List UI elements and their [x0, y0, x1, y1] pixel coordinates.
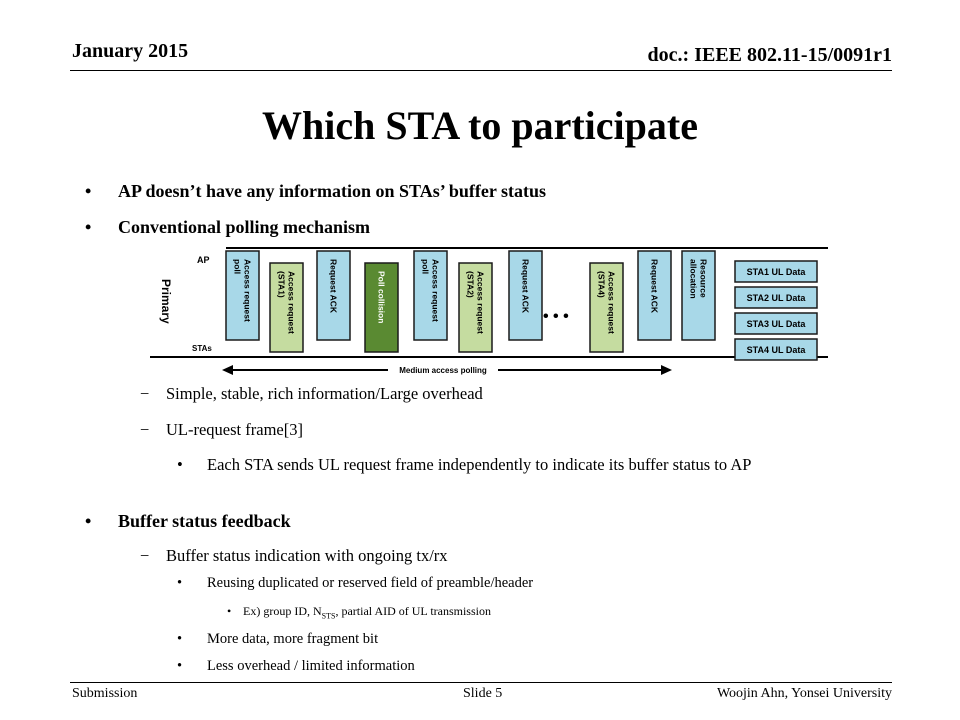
- bullet-text: AP doesn’t have any information on STAs’ buffer status: [118, 181, 547, 201]
- footer-submission: Submission: [72, 686, 138, 701]
- polling-diagram: [150, 245, 828, 380]
- bullet-dot: •: [85, 181, 92, 201]
- frame-box: [270, 263, 303, 352]
- frame-box: [459, 263, 492, 352]
- arrow-right-icon: [661, 365, 672, 375]
- ul-data-box: [735, 287, 817, 308]
- bullet-text: Simple, stable, rich information/Large overhead: [166, 384, 483, 403]
- frame-label: Request ACK: [649, 259, 660, 313]
- primary-label: Primary: [159, 279, 173, 324]
- subsubbullet-reusing: [177, 575, 534, 592]
- ul-data-box: [735, 261, 817, 282]
- slide-title: Which STA to participate: [262, 103, 698, 148]
- bullet-dot: •: [85, 511, 92, 531]
- bullet-example: [227, 604, 491, 621]
- frame-label: Access request(STA1): [276, 271, 297, 334]
- bullet-text: More data, more fragment bit: [207, 631, 379, 647]
- bullet-text: UL-request frame[3]: [166, 420, 303, 439]
- dash-marker: −: [140, 384, 150, 403]
- bullet-text: Buffer status indication with ongoing tx/rx: [166, 546, 448, 565]
- frame-label: Access request(STA2): [465, 271, 486, 334]
- bullet-text: Buffer status feedback: [118, 511, 291, 531]
- frame-label: Access requestpoll: [232, 259, 253, 322]
- bullet-buffer-feedback: [85, 511, 291, 532]
- subbullet-ulreq: [140, 420, 303, 440]
- stas-label: STAs: [192, 344, 212, 353]
- ul-data-label: STA2 UL Data: [746, 293, 806, 303]
- frame-label: Request ACK: [520, 259, 531, 313]
- bullet-dot: •: [177, 575, 183, 591]
- bullet-text: Less overhead / limited information: [207, 658, 415, 674]
- bullet-ap-info: [85, 181, 547, 202]
- bullet-polling: [85, 217, 371, 238]
- header-doc-id: doc.: IEEE 802.11-15/0091r1: [647, 44, 892, 66]
- header-rule: [70, 70, 892, 71]
- subsubbullet-less-overhead: [177, 658, 415, 675]
- medium-access-label: Medium access polling: [399, 366, 487, 375]
- frame-label: Access request(STA4): [596, 271, 617, 334]
- ul-data-label: STA4 UL Data: [746, 345, 806, 355]
- ul-data-label: STA3 UL Data: [746, 319, 806, 329]
- dash-marker: −: [140, 420, 150, 439]
- subsubbullet-each-sta: [177, 453, 877, 477]
- ellipsis-dots: • • •: [543, 308, 569, 325]
- subsubbullet-more-data: [177, 631, 379, 648]
- bullet-dot: •: [85, 217, 92, 237]
- subbullet-simple: [140, 384, 483, 404]
- frame-box: [638, 251, 671, 340]
- bullet-text: Conventional polling mechanism: [118, 217, 371, 237]
- frame-box: [317, 251, 350, 340]
- ul-data-box: [735, 313, 817, 334]
- frame-box: [365, 263, 398, 352]
- ul-data-label: STA1 UL Data: [746, 267, 806, 277]
- bullet-dot: •: [177, 631, 183, 647]
- header-date: January 2015: [72, 40, 189, 62]
- bullet-dot: •: [177, 658, 183, 674]
- footer-author: Woojin Ahn, Yonsei University: [716, 686, 892, 701]
- bullet-dot: •: [177, 455, 183, 474]
- frame-box: [414, 251, 447, 340]
- example-suffix: , partial AID of UL transmission: [335, 604, 491, 618]
- frame-box: [226, 251, 259, 340]
- footer-rule: [70, 682, 892, 683]
- arrow-left-icon: [222, 365, 233, 375]
- ul-data-box: [735, 339, 817, 360]
- frame-box: [590, 263, 623, 352]
- frame-label: Request ACK: [328, 259, 339, 313]
- frame-group: [226, 251, 715, 352]
- dash-marker: −: [140, 546, 150, 565]
- subbullet-indication: [140, 546, 448, 566]
- example-subscript: STS: [321, 611, 336, 621]
- ul-data-group: [735, 261, 817, 360]
- frame-label: Resourceallocation: [688, 259, 709, 299]
- frame-box: [509, 251, 542, 340]
- example-prefix: Ex) group ID, N: [243, 604, 322, 618]
- frame-box: [682, 251, 715, 340]
- bullet-text: Reusing duplicated or reserved field of preamble/header: [207, 575, 534, 591]
- ap-label: AP: [197, 255, 210, 265]
- frame-label: Poll collision: [376, 271, 387, 324]
- footer-slide-number: Slide 5: [463, 686, 503, 701]
- frame-label: Access requestpoll: [420, 259, 441, 322]
- bullet-dot: •: [227, 604, 232, 618]
- bullet-text: Each STA sends UL request frame independently to indicate its buffer status to AP: [207, 455, 752, 474]
